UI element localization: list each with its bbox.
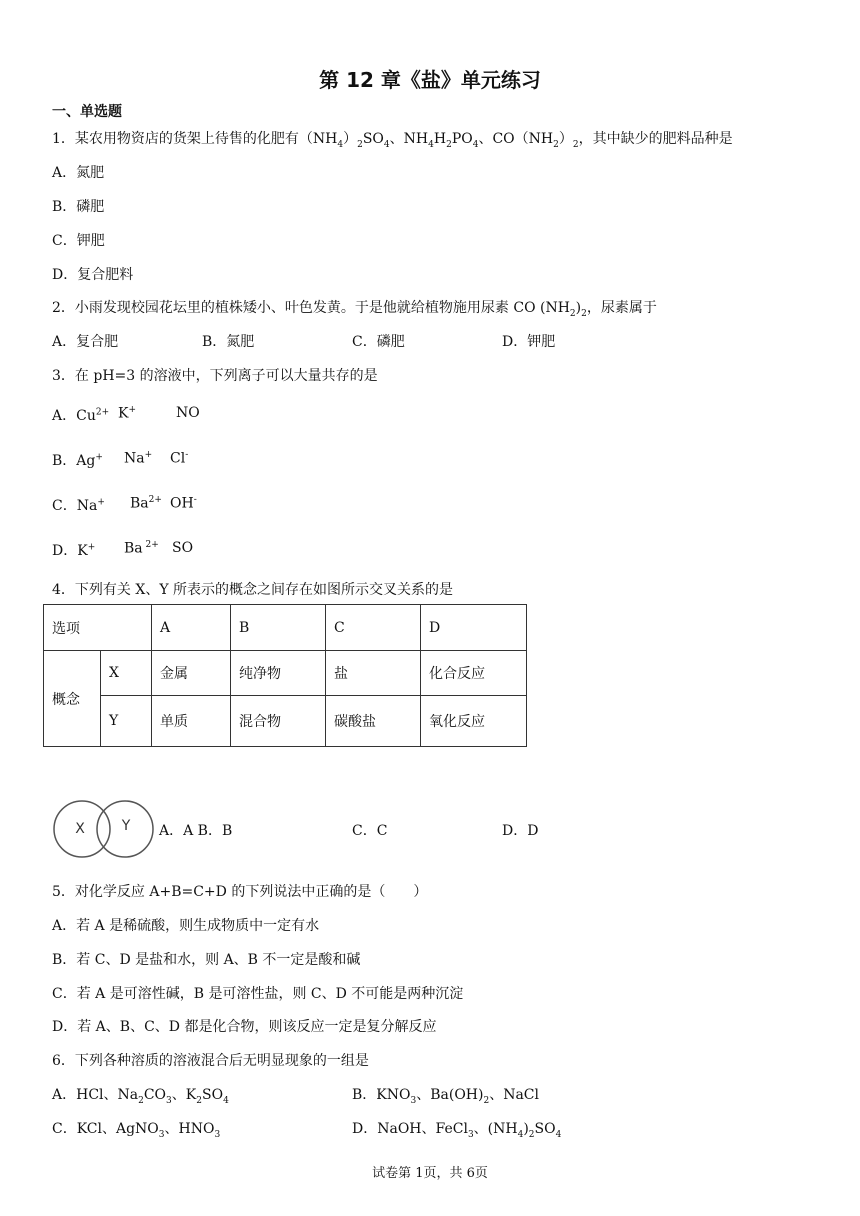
question-1-stem: 1．某农用物资店的货架上待售的化肥有$(NH_4)_2SO_4$、$NH_4H_2PO_4$、$CO(NH_2)_2$，其中缺少的肥料品种是 [52, 131, 733, 150]
table-cell: X [101, 651, 152, 696]
table-header-cell: A [152, 605, 231, 651]
question-5-option-b: B．若 C、D 是盐和水，则 A、B 不一定是酸和碱 [52, 952, 361, 968]
question-4-option-ab: A．A B．B [159, 823, 233, 839]
options-table [43, 604, 527, 747]
table-header-cell: 选项 [44, 605, 152, 651]
question-2-option-d: D．钾肥 [502, 334, 556, 350]
question-5-option-d: D．若 A、B、C、D 都是化合物，则该反应一定是复分解反应 [52, 1019, 437, 1035]
question-3-option-b-ion-3: Cl- [170, 450, 189, 467]
table-cell: 单质 [152, 696, 231, 747]
question-3-option-a: A．$Cu^{2+}$ [52, 407, 110, 424]
question-3-option-a-ion-3: NO [176, 405, 200, 421]
question-6-option-b: B．$KNO_3$、$Ba(OH)_2$、NaCl [352, 1087, 539, 1106]
question-3-option-d-ion-2: Ba $^{2+}$ [124, 540, 159, 557]
question-6-option-c: C．KCl、AgNO$_3$、$HNO_3$ [52, 1121, 221, 1140]
question-1-option-d: D．复合肥料 [52, 267, 134, 283]
table-cell: 盐 [326, 651, 421, 696]
question-3-option-a-ion-2: K+ [118, 405, 137, 422]
table-cell: 氧化反应 [421, 696, 527, 747]
question-5-option-c: C．若 A 是可溶性碱，B 是可溶性盐，则 C、D 不可能是两种沉淀 [52, 986, 464, 1002]
table-cell: 混合物 [231, 696, 326, 747]
venn-label-y: Y [121, 818, 131, 834]
question-3-option-c-ion-2: $Ba^{2+}$ [130, 495, 162, 512]
question-3-option-b: B．Ag+ [52, 452, 103, 469]
question-3-option-d: D．K+ [52, 542, 96, 559]
question-6-stem: 6．下列各种溶质的溶液混合后无明显现象的一组是 [52, 1053, 369, 1069]
venn-label-x: X [75, 821, 85, 837]
page-footer: 试卷第 1页，共 6页 [372, 1166, 488, 1181]
question-5-option-a: A．若 A 是稀硫酸，则生成物质中一定有水 [52, 918, 320, 934]
question-2-stem: 2．小雨发现校园花坛里的植株矮小、叶色发黄。于是他就给植物施用尿素 CO $(NH_2)_2$，尿素属于 [52, 300, 657, 319]
question-4-option-d: D．D [502, 823, 539, 839]
question-2-option-c: C．磷肥 [352, 334, 405, 350]
question-3-option-c: C．Na+ [52, 497, 105, 514]
table-cell: 纯净物 [231, 651, 326, 696]
question-6-option-a: A．HCl、$Na_2CO_3$、$K_2SO_4$ [52, 1087, 229, 1106]
table-cell: 化合反应 [421, 651, 527, 696]
page-title: 第 12 章《盐》单元练习 [319, 68, 541, 92]
table-header-cell: C [326, 605, 421, 651]
question-1-option-b: B．磷肥 [52, 199, 105, 215]
table-cell: Y [101, 696, 152, 747]
section-heading: 一、单选题 [52, 104, 122, 120]
table-header-cell: D [421, 605, 527, 651]
question-1-option-c: C．钾肥 [52, 233, 105, 249]
question-2-option-a: A．复合肥 [52, 334, 119, 350]
question-1-option-a: A．氮肥 [52, 165, 105, 181]
question-3-option-c-ion-3: OH- [170, 495, 197, 512]
question-6-option-d: D．NaOH、FeCl$_3$、$(NH_4)_2SO_4$ [352, 1121, 562, 1140]
table-header-cell: B [231, 605, 326, 651]
venn-diagram [52, 796, 158, 862]
table-group-cell: 概念 [44, 651, 101, 747]
question-3-option-b-ion-2: Na+ [124, 450, 153, 467]
question-4-stem: 4．下列有关 X、Y 所表示的概念之间存在如图所示交叉关系的是 [52, 582, 454, 598]
question-3-stem: 3．在 pH=3 的溶液中，下列离子可以大量共存的是 [52, 368, 378, 384]
question-2-option-b: B．氮肥 [202, 334, 255, 350]
question-4-option-c: C．C [352, 823, 388, 839]
question-3-option-d-ion-3: SO [172, 540, 194, 556]
table-cell: 碳酸盐 [326, 696, 421, 747]
question-5-stem: 5．对化学反应 A+B=C+D 的下列说法中正确的是（ ） [52, 884, 428, 900]
table-cell: 金属 [152, 651, 231, 696]
